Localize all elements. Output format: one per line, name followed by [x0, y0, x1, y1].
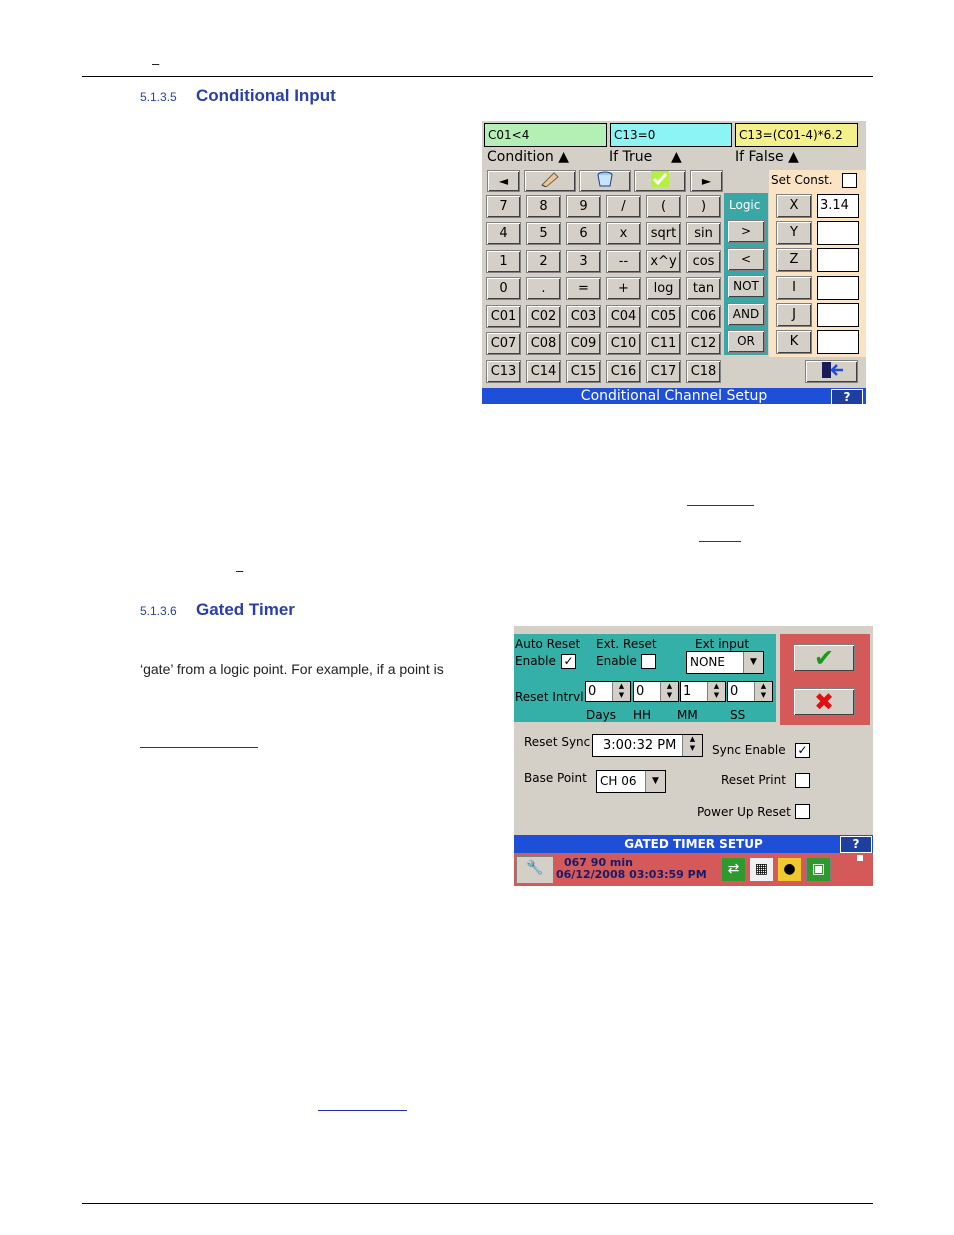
gated-timer-setup-screenshot	[514, 626, 873, 886]
const-key-y[interactable]: Y	[776, 221, 812, 245]
auto-reset-enable-label: Enable	[515, 654, 556, 668]
base-point-label: Base Point	[524, 771, 587, 785]
indicator-light	[857, 855, 863, 861]
condition-field[interactable]: C01<4	[484, 123, 607, 147]
screen-title: Conditional Channel Setup	[580, 388, 768, 404]
ext-reset-label: Ext. Reset	[596, 637, 657, 651]
spinner-arrows-icon[interactable]: ▲ ▼	[754, 682, 772, 701]
minutes-spinner[interactable]	[680, 681, 726, 702]
channel-key[interactable]: C02	[526, 305, 561, 328]
if-false-header[interactable]: If False ▲	[735, 149, 799, 165]
seconds-spinner[interactable]	[727, 681, 773, 702]
condition-header[interactable]: Condition ▲	[487, 149, 570, 165]
sync-enable-checkbox[interactable]	[795, 743, 810, 758]
conditional-channel-setup-screenshot	[482, 121, 866, 404]
body-text-line: ‘gate’ from a logic point. For example, if a point is	[140, 661, 444, 677]
logic-key-less[interactable]: <	[727, 248, 765, 271]
check-mark: ✓	[797, 743, 808, 757]
days-spinner[interactable]	[585, 681, 631, 702]
channel-key[interactable]: C01	[486, 305, 521, 328]
key[interactable]: /	[606, 195, 641, 218]
logic-label: Logic	[729, 198, 761, 212]
channel-key[interactable]: C07	[486, 332, 521, 355]
header-rule	[82, 76, 873, 77]
key[interactable]: 6	[566, 222, 601, 245]
spinner-arrows-icon[interactable]: ▲ ▼	[660, 682, 678, 701]
power-up-reset-label: Power Up Reset	[697, 805, 791, 819]
eraser-icon	[539, 171, 561, 187]
const-key-i[interactable]: I	[776, 276, 812, 300]
key[interactable]: --	[606, 250, 641, 273]
screen-title: GATED TIMER SETUP	[624, 837, 763, 851]
key[interactable]: .	[526, 277, 561, 300]
channel-key[interactable]: C13	[486, 360, 521, 383]
channel-key[interactable]: C09	[566, 332, 601, 355]
key[interactable]: x	[606, 222, 641, 245]
alarm-icon[interactable]: ●	[777, 857, 802, 882]
check-icon: ✔	[813, 644, 835, 672]
ext-input-label: Ext input	[695, 637, 750, 651]
if-true-header[interactable]: If True	[609, 149, 653, 165]
link-underline[interactable]	[699, 541, 741, 542]
status-bar	[514, 853, 873, 886]
left-arrow-icon: ◄	[498, 174, 509, 188]
base-point-value: CH 06	[600, 774, 637, 788]
link-underline[interactable]	[318, 1110, 407, 1111]
cursor-right-button[interactable]	[690, 170, 723, 192]
link-underline[interactable]	[687, 505, 754, 506]
channel-key[interactable]: C06	[686, 305, 721, 328]
if-true-arrow[interactable]: ▲	[671, 149, 682, 165]
key[interactable]: 4	[486, 222, 521, 245]
reset-print-label: Reset Print	[721, 773, 786, 787]
const-value-i[interactable]	[817, 276, 859, 300]
reset-intrvl-label: Reset Intrvl	[515, 690, 584, 704]
save-icon[interactable]: ▣	[806, 857, 831, 882]
header-dash: –	[152, 56, 160, 71]
key[interactable]: 9	[566, 195, 601, 218]
cancel-button[interactable]	[793, 688, 855, 716]
ss-label: SS	[730, 708, 746, 722]
const-value-z[interactable]	[817, 248, 859, 272]
trend-icon[interactable]: ⇄	[721, 857, 746, 882]
set-const-label: Set Const.	[771, 173, 833, 187]
reset-sync-value: 3:00:32 PM	[603, 738, 677, 753]
mid-dash: –	[236, 563, 244, 578]
minutes-value: 1	[683, 684, 692, 699]
logic-key-greater[interactable]: >	[727, 220, 765, 243]
key[interactable]: +	[606, 277, 641, 300]
help-button[interactable]: ?	[831, 389, 863, 404]
exit-button[interactable]	[805, 360, 858, 383]
logic-key-or[interactable]: OR	[727, 330, 765, 353]
hours-spinner[interactable]	[633, 681, 679, 702]
key[interactable]: )	[686, 195, 721, 218]
const-key-k[interactable]: K	[776, 330, 812, 354]
const-value-k[interactable]	[817, 330, 859, 354]
const-key-x[interactable]: X	[776, 194, 812, 218]
channel-key[interactable]: C04	[606, 305, 641, 328]
channel-key[interactable]: C16	[606, 360, 641, 383]
section-number: 5.1.3.5	[140, 90, 177, 104]
mm-label: MM	[677, 708, 698, 722]
auto-reset-label: Auto Reset	[515, 637, 581, 651]
spinner-arrows-icon[interactable]: ▲ ▼	[682, 735, 702, 756]
const-key-z[interactable]: Z	[776, 248, 812, 272]
key[interactable]: 0	[486, 277, 521, 300]
reset-print-checkbox[interactable]	[795, 773, 810, 788]
const-value-x[interactable]: 3.14	[817, 194, 859, 218]
auto-reset-checkbox[interactable]	[561, 654, 576, 669]
table-icon[interactable]: ▦	[749, 857, 774, 882]
const-value-y[interactable]	[817, 221, 859, 245]
key[interactable]: sqrt	[646, 222, 681, 245]
key[interactable]: (	[646, 195, 681, 218]
key[interactable]: 7	[486, 195, 521, 218]
clear-button[interactable]	[579, 170, 631, 192]
key[interactable]: 3	[566, 250, 601, 273]
eraser-button[interactable]	[524, 170, 576, 192]
logic-key-and[interactable]: AND	[727, 303, 765, 326]
power-up-reset-checkbox[interactable]	[795, 804, 810, 819]
right-arrow-icon: ►	[701, 174, 712, 188]
ext-reset-checkbox[interactable]	[641, 654, 656, 669]
section-title: Gated Timer	[196, 600, 295, 619]
set-const-checkbox[interactable]	[842, 173, 857, 188]
spinner-arrows-icon[interactable]: ▲ ▼	[612, 682, 630, 701]
footer-rule	[82, 1203, 873, 1204]
const-key-j[interactable]: J	[776, 303, 812, 327]
title-bar	[482, 388, 866, 404]
status-line-1: 067 90 min	[564, 856, 633, 869]
logic-key-not[interactable]: NOT	[727, 275, 765, 298]
ok-button[interactable]	[793, 644, 855, 672]
exit-door-icon	[819, 361, 845, 379]
cursor-left-button[interactable]	[487, 170, 520, 192]
bucket-icon	[596, 171, 614, 188]
key[interactable]: 5	[526, 222, 561, 245]
if-false-field[interactable]: C13=(C01-4)*6.2	[735, 123, 858, 147]
channel-key[interactable]: C05	[646, 305, 681, 328]
status-line-2: 06/12/2008 03:03:59 PM	[556, 868, 707, 881]
help-button[interactable]: ?	[840, 836, 872, 853]
check-icon	[649, 171, 671, 187]
channel-key[interactable]: C08	[526, 332, 561, 355]
dropdown-arrow-icon: ▼	[743, 652, 763, 673]
title-bar	[514, 835, 873, 853]
spinner-arrows-icon[interactable]: ▲ ▼	[707, 682, 725, 701]
key[interactable]: 8	[526, 195, 561, 218]
ext-input-value: NONE	[690, 655, 725, 669]
accept-button[interactable]	[634, 170, 686, 192]
key[interactable]: cos	[686, 250, 721, 273]
channel-key[interactable]: C12	[686, 332, 721, 355]
dropdown-arrow-icon: ▼	[645, 771, 665, 792]
close-icon: ✖	[813, 688, 835, 716]
section-number: 5.1.3.6	[140, 604, 177, 618]
base-point-select[interactable]	[596, 770, 666, 793]
ext-input-select[interactable]	[686, 651, 764, 674]
reset-sync-time[interactable]	[592, 734, 703, 757]
channel-key[interactable]: C18	[686, 360, 721, 383]
hh-label: HH	[633, 708, 652, 722]
channel-key[interactable]: C14	[526, 360, 561, 383]
const-value-j[interactable]	[817, 303, 859, 327]
reset-sync-label: Reset Sync	[524, 735, 591, 749]
key[interactable]: log	[646, 277, 681, 300]
key[interactable]: 1	[486, 250, 521, 273]
section-title: Conditional Input	[196, 86, 336, 105]
days-label: Days	[586, 708, 616, 722]
hours-value: 0	[636, 684, 645, 699]
channel-key[interactable]: C15	[566, 360, 601, 383]
channel-key[interactable]: C10	[606, 332, 641, 355]
key[interactable]: sin	[686, 222, 721, 245]
check-mark: ✓	[563, 654, 574, 668]
channel-key[interactable]: C11	[646, 332, 681, 355]
key[interactable]: x^y	[646, 250, 681, 273]
seconds-value: 0	[730, 684, 739, 699]
days-value: 0	[588, 684, 597, 699]
key[interactable]: tan	[686, 277, 721, 300]
channel-key[interactable]: C03	[566, 305, 601, 328]
ext-reset-enable-label: Enable	[596, 654, 637, 668]
tools-icon[interactable]: 🔧	[516, 856, 554, 884]
key[interactable]: 2	[526, 250, 561, 273]
sync-enable-label: Sync Enable	[712, 743, 786, 757]
channel-key[interactable]: C17	[646, 360, 681, 383]
if-true-field[interactable]: C13=0	[610, 123, 732, 147]
key[interactable]: =	[566, 277, 601, 300]
link-underline[interactable]	[140, 747, 258, 748]
